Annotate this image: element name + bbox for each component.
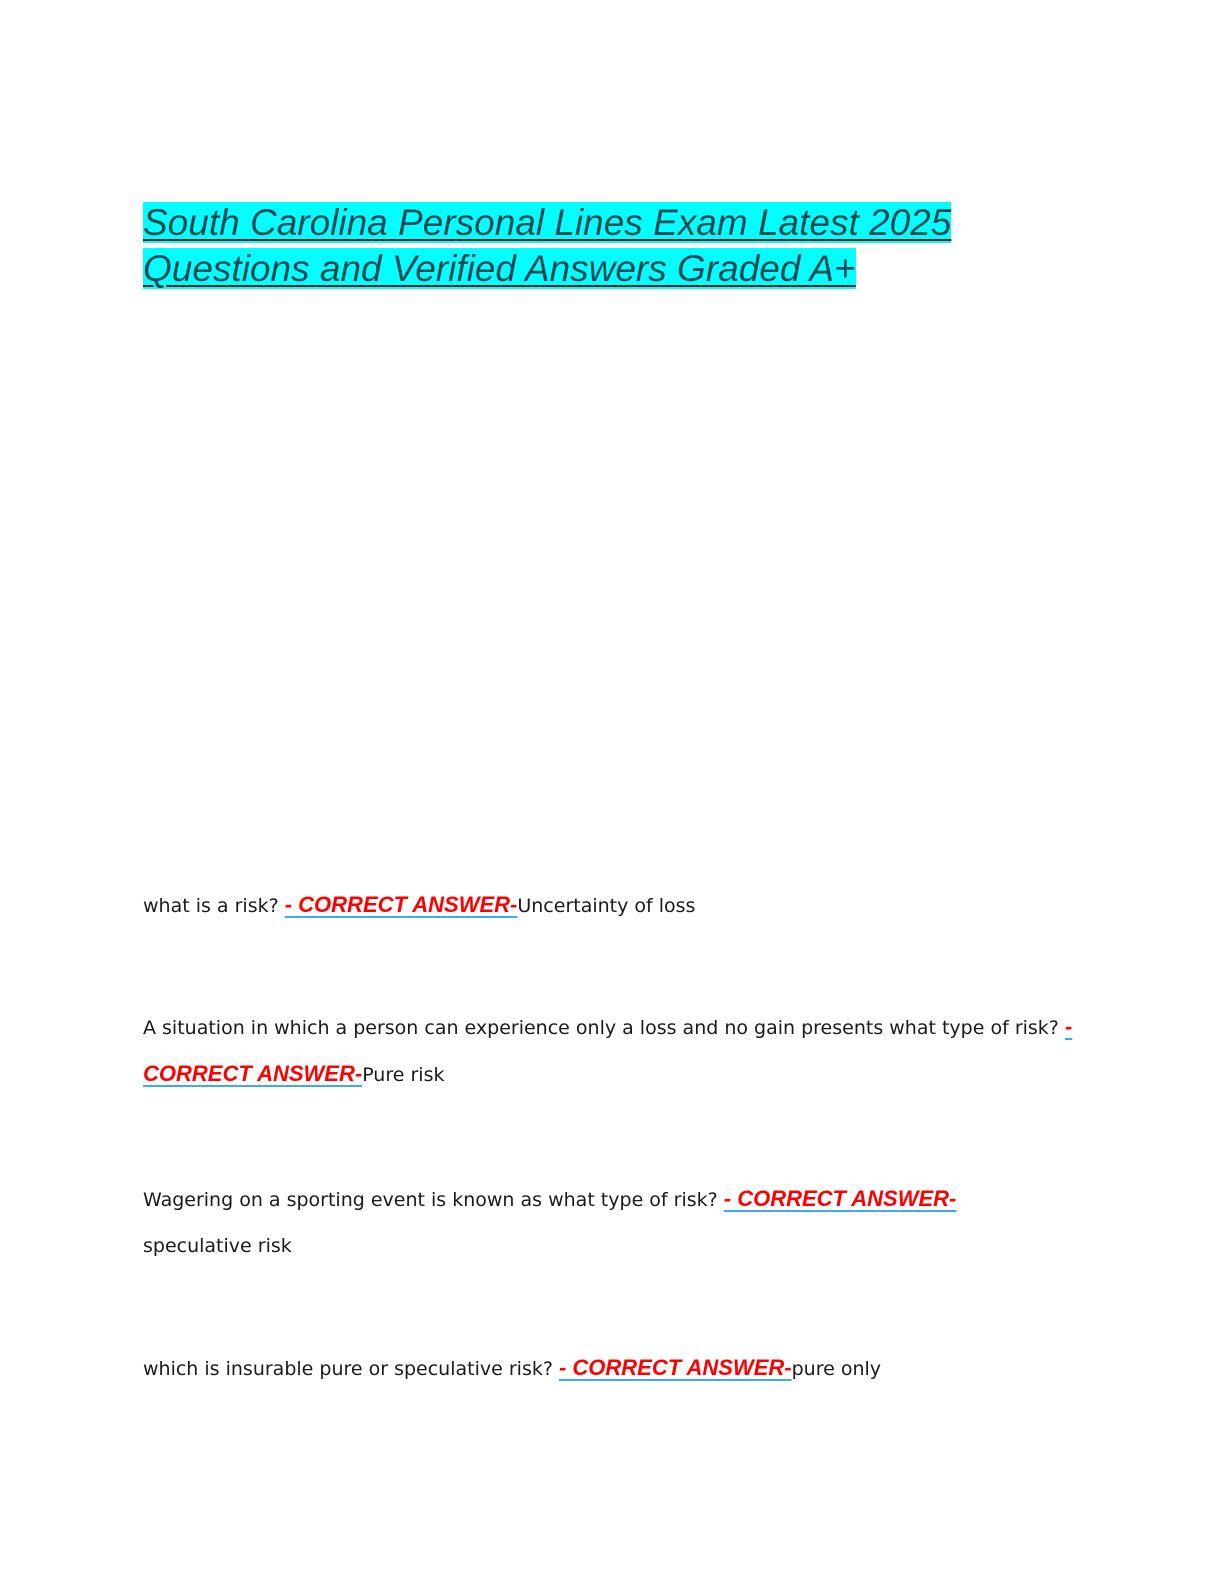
correct-answer-marker: - CORRECT ANSWER- [284, 892, 518, 917]
qa-item-2 [143, 1004, 1083, 1098]
correct-answer-marker: - CORRECT ANSWER- [723, 1186, 957, 1211]
answer-text: speculative risk [143, 1235, 292, 1257]
correct-answer-marker: - CORRECT ANSWER- [558, 1355, 792, 1380]
qa-item-4 [143, 1345, 1083, 1392]
qa-item-1 [143, 882, 1083, 929]
answer-text: Uncertainty of loss [517, 895, 696, 917]
qa-item-3 [143, 1176, 1083, 1269]
question-text: Wagering on a sporting event is known as what type of risk? [143, 1189, 724, 1211]
question-text: which is insurable pure or speculative risk? [143, 1358, 559, 1380]
title-line-2: Questions and Verified Answers Graded A+ [143, 248, 856, 289]
document-title [143, 200, 1043, 292]
title-line-1: South Carolina Personal Lines Exam Latest 2025 [143, 202, 952, 243]
answer-text: pure only [791, 1358, 882, 1380]
question-text: what is a risk? [143, 895, 285, 917]
correct-answer-marker: - CORRECT ANSWER- [143, 1014, 1073, 1086]
question-text: A situation in which a person can experience only a loss and no gain presents what type of risk? [143, 1017, 1065, 1039]
answer-text: Pure risk [362, 1064, 445, 1086]
